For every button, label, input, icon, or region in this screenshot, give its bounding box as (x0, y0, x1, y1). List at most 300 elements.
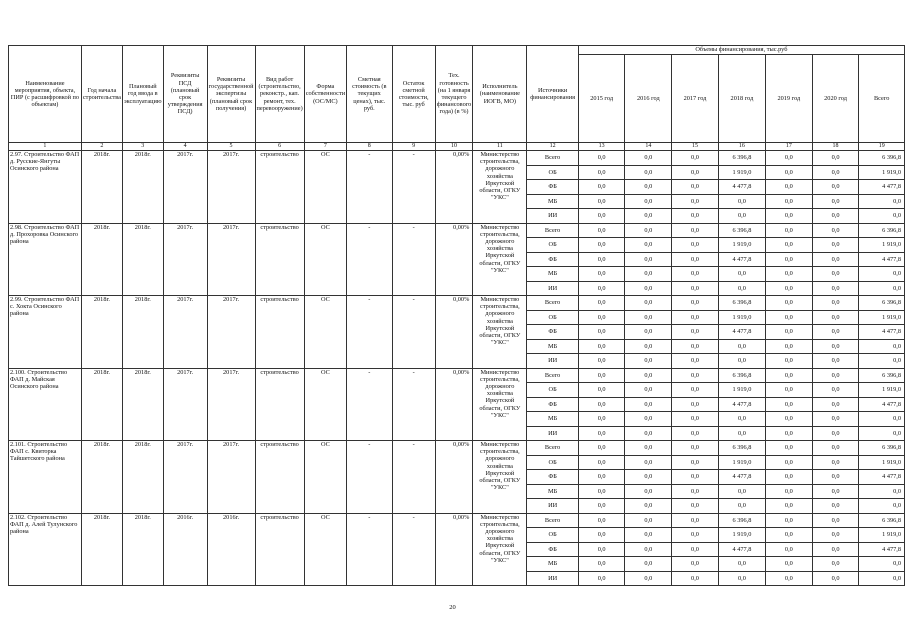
column-number: 4 (163, 143, 207, 151)
funding-value: 0,0 (766, 470, 813, 485)
funding-value: 0,0 (718, 281, 765, 296)
funding-value: 0,0 (812, 194, 859, 209)
funding-value: 0,0 (812, 383, 859, 398)
funding-total: 4 477,8 (859, 397, 905, 412)
page-number: 20 (449, 604, 456, 611)
executor: Министерство строительства, дорожного хозяйства Иркутской области, ОГКУ "УКС" (473, 441, 527, 514)
funding-value: 0,0 (766, 296, 813, 311)
funding-value: 0,0 (766, 499, 813, 514)
funding-value: 0,0 (672, 325, 719, 340)
object-block (9, 441, 905, 514)
estimated-cost: - (347, 296, 392, 369)
funding-total: 0,0 (859, 339, 905, 354)
funding-value: 1 919,0 (718, 528, 765, 543)
funding-value: 0,0 (672, 397, 719, 412)
funding-source: ИИ (527, 354, 578, 369)
funding-value: 4 477,8 (718, 180, 765, 195)
psd-year: 2017г. (163, 441, 207, 514)
funding-value: 0,0 (718, 484, 765, 499)
start-year: 2018г. (81, 151, 122, 224)
funding-source: МБ (527, 484, 578, 499)
readiness: 0,00% (435, 441, 473, 514)
table-row (9, 151, 905, 166)
funding-value: 0,0 (766, 484, 813, 499)
funding-value: 0,0 (578, 484, 625, 499)
commission-year: 2018г. (122, 296, 163, 369)
funding-total: 1 919,0 (859, 455, 905, 470)
funding-value: 0,0 (812, 339, 859, 354)
funding-value: 0,0 (672, 455, 719, 470)
funding-value: 0,0 (672, 528, 719, 543)
funding-value: 1 919,0 (718, 310, 765, 325)
funding-value: 0,0 (672, 470, 719, 485)
column-number: 5 (207, 143, 255, 151)
funding-value: 0,0 (672, 484, 719, 499)
work-type: строительство (255, 441, 304, 514)
column-number: 16 (718, 143, 765, 151)
funding-value: 0,0 (766, 180, 813, 195)
funding-value: 0,0 (625, 267, 672, 282)
funding-value: 0,0 (625, 165, 672, 180)
object-block (9, 223, 905, 296)
funding-total: 6 396,8 (859, 151, 905, 166)
funding-total: 6 396,8 (859, 368, 905, 383)
funding-value: 0,0 (812, 426, 859, 441)
header-year: 2016 год (625, 55, 672, 143)
header-name: Наименование мероприятия, объекта, ПИР (с расшифровкой по объектам) (9, 46, 82, 143)
funding-source: Всего (527, 223, 578, 238)
funding-value: 0,0 (625, 310, 672, 325)
readiness: 0,00% (435, 513, 473, 586)
header-cost-remainder: Остаток сметной стоимости, тыс. руб (392, 46, 435, 143)
funding-value: 0,0 (812, 542, 859, 557)
funding-value: 0,0 (812, 513, 859, 528)
funding-value: 0,0 (672, 368, 719, 383)
header-executor: Исполнитель (наименование ИОГВ, МО) (473, 46, 527, 143)
funding-value: 0,0 (578, 310, 625, 325)
funding-value: 0,0 (672, 557, 719, 572)
readiness: 0,00% (435, 223, 473, 296)
funding-total: 4 477,8 (859, 542, 905, 557)
funding-value: 0,0 (672, 499, 719, 514)
funding-value: 0,0 (672, 339, 719, 354)
funding-total: 4 477,8 (859, 180, 905, 195)
funding-value: 0,0 (625, 557, 672, 572)
header-ownership: Форма собственности (ОС/МС) (304, 46, 346, 143)
funding-source: ФБ (527, 252, 578, 267)
expertise-year: 2016г. (207, 513, 255, 586)
column-number: 18 (812, 143, 859, 151)
estimated-cost: - (347, 223, 392, 296)
funding-value: 6 396,8 (718, 368, 765, 383)
ownership: ОС (304, 368, 346, 441)
commission-year: 2018г. (122, 513, 163, 586)
work-type: строительство (255, 151, 304, 224)
estimated-cost: - (347, 441, 392, 514)
funding-value: 0,0 (718, 194, 765, 209)
column-number: 3 (122, 143, 163, 151)
funding-value: 0,0 (812, 470, 859, 485)
funding-value: 0,0 (766, 571, 813, 586)
funding-value: 6 396,8 (718, 513, 765, 528)
funding-value: 0,0 (766, 441, 813, 456)
funding-value: 0,0 (812, 455, 859, 470)
column-number: 19 (859, 143, 905, 151)
funding-source: МБ (527, 412, 578, 427)
psd-year: 2017г. (163, 368, 207, 441)
funding-value: 0,0 (812, 325, 859, 340)
funding-value: 0,0 (578, 397, 625, 412)
funding-value: 0,0 (766, 310, 813, 325)
funding-source: Всего (527, 151, 578, 166)
expertise-year: 2017г. (207, 441, 255, 514)
funding-value: 0,0 (766, 339, 813, 354)
funding-value: 0,0 (578, 325, 625, 340)
column-number: 1 (9, 143, 82, 151)
funding-value: 0,0 (812, 412, 859, 427)
executor: Министерство строительства, дорожного хозяйства Иркутской области, ОГКУ "УКС" (473, 513, 527, 586)
funding-value: 0,0 (766, 325, 813, 340)
funding-source: ИИ (527, 499, 578, 514)
funding-value: 0,0 (625, 571, 672, 586)
funding-value: 0,0 (672, 238, 719, 253)
funding-total: 0,0 (859, 557, 905, 572)
funding-value: 0,0 (578, 281, 625, 296)
funding-total: 4 477,8 (859, 325, 905, 340)
funding-total: 0,0 (859, 571, 905, 586)
funding-value: 0,0 (625, 151, 672, 166)
object-block (9, 513, 905, 586)
object-name: 2.100. Строительство ФАП д. Майская Осинского района (9, 368, 82, 441)
funding-value: 0,0 (766, 528, 813, 543)
funding-value: 0,0 (578, 180, 625, 195)
funding-value: 0,0 (578, 209, 625, 224)
funding-value: 0,0 (766, 252, 813, 267)
funding-value: 0,0 (672, 194, 719, 209)
funding-source: ИИ (527, 426, 578, 441)
funding-total: 6 396,8 (859, 513, 905, 528)
funding-total: 0,0 (859, 499, 905, 514)
psd-year: 2016г. (163, 513, 207, 586)
funding-value: 4 477,8 (718, 325, 765, 340)
object-block (9, 368, 905, 441)
header-year: 2019 год (766, 55, 813, 143)
funding-value: 0,0 (672, 151, 719, 166)
funding-value: 0,0 (672, 383, 719, 398)
funding-value: 0,0 (625, 484, 672, 499)
funding-source: ОБ (527, 455, 578, 470)
funding-value: 0,0 (766, 513, 813, 528)
funding-value: 0,0 (766, 455, 813, 470)
funding-value: 0,0 (766, 267, 813, 282)
funding-value: 0,0 (578, 557, 625, 572)
funding-value: 0,0 (718, 499, 765, 514)
column-number: 2 (81, 143, 122, 151)
funding-value: 0,0 (766, 238, 813, 253)
expertise-year: 2017г. (207, 151, 255, 224)
funding-value: 1 919,0 (718, 383, 765, 398)
funding-value: 0,0 (578, 354, 625, 369)
column-number: 11 (473, 143, 527, 151)
cost-remainder: - (392, 296, 435, 369)
psd-year: 2017г. (163, 151, 207, 224)
funding-source: ФБ (527, 397, 578, 412)
funding-total: 0,0 (859, 426, 905, 441)
funding-value: 0,0 (672, 441, 719, 456)
funding-value: 0,0 (672, 223, 719, 238)
funding-value: 0,0 (625, 426, 672, 441)
estimated-cost: - (347, 368, 392, 441)
cost-remainder: - (392, 368, 435, 441)
estimated-cost: - (347, 513, 392, 586)
funding-value: 0,0 (812, 180, 859, 195)
expertise-year: 2017г. (207, 223, 255, 296)
funding-value: 0,0 (625, 383, 672, 398)
executor: Министерство строительства, дорожного хозяйства Иркутской области, ОГКУ "УКС" (473, 223, 527, 296)
column-number: 10 (435, 143, 473, 151)
funding-value: 0,0 (812, 296, 859, 311)
funding-value: 0,0 (625, 252, 672, 267)
funding-value: 0,0 (812, 281, 859, 296)
column-number: 17 (766, 143, 813, 151)
funding-total: 6 396,8 (859, 296, 905, 311)
readiness: 0,00% (435, 151, 473, 224)
funding-value: 6 396,8 (718, 296, 765, 311)
funding-value: 0,0 (625, 281, 672, 296)
funding-source: ОБ (527, 528, 578, 543)
ownership: ОС (304, 223, 346, 296)
funding-value: 1 919,0 (718, 455, 765, 470)
work-type: строительство (255, 223, 304, 296)
funding-value: 0,0 (766, 426, 813, 441)
funding-source: Всего (527, 441, 578, 456)
funding-value: 0,0 (625, 542, 672, 557)
funding-value: 0,0 (578, 252, 625, 267)
column-number: 9 (392, 143, 435, 151)
funding-source: Всего (527, 368, 578, 383)
header-expertise: Реквизиты государственной экспертизы (плановый срок получения) (207, 46, 255, 143)
funding-value: 0,0 (625, 180, 672, 195)
funding-total: 0,0 (859, 281, 905, 296)
cost-remainder: - (392, 151, 435, 224)
funding-value: 0,0 (812, 368, 859, 383)
header-total: Всего (859, 55, 905, 143)
funding-value: 0,0 (812, 310, 859, 325)
funding-source: ФБ (527, 542, 578, 557)
funding-value: 0,0 (625, 397, 672, 412)
header-estimated-cost: Сметная стоимость (в текущих ценах), тыс. руб. (347, 46, 392, 143)
object-name: 2.98. Строительство ФАП д. Прохоровка Осинского района (9, 223, 82, 296)
funding-value: 0,0 (812, 354, 859, 369)
ownership: ОС (304, 513, 346, 586)
table-row (9, 368, 905, 383)
funding-source: ФБ (527, 325, 578, 340)
funding-total: 0,0 (859, 267, 905, 282)
expertise-year: 2017г. (207, 296, 255, 369)
funding-total: 0,0 (859, 412, 905, 427)
column-number: 13 (578, 143, 625, 151)
funding-value: 0,0 (718, 571, 765, 586)
header-year: 2017 год (672, 55, 719, 143)
funding-value: 0,0 (812, 571, 859, 586)
funding-value: 4 477,8 (718, 470, 765, 485)
funding-value: 0,0 (718, 354, 765, 369)
funding-value: 0,0 (812, 484, 859, 499)
funding-value: 0,0 (766, 151, 813, 166)
commission-year: 2018г. (122, 223, 163, 296)
start-year: 2018г. (81, 223, 122, 296)
funding-value: 0,0 (578, 470, 625, 485)
ownership: ОС (304, 151, 346, 224)
cost-remainder: - (392, 441, 435, 514)
header-psd: Реквизиты ПСД (плановый срок утверждения ПСД) (163, 46, 207, 143)
funding-value: 0,0 (812, 397, 859, 412)
funding-value: 0,0 (812, 441, 859, 456)
ownership: ОС (304, 441, 346, 514)
funding-value: 0,0 (718, 209, 765, 224)
funding-value: 0,0 (766, 165, 813, 180)
start-year: 2018г. (81, 296, 122, 369)
work-type: строительство (255, 296, 304, 369)
funding-value: 0,0 (812, 267, 859, 282)
psd-year: 2017г. (163, 296, 207, 369)
commission-year: 2018г. (122, 151, 163, 224)
funding-value: 0,0 (812, 223, 859, 238)
cost-remainder: - (392, 223, 435, 296)
funding-value: 0,0 (718, 339, 765, 354)
funding-value: 0,0 (812, 209, 859, 224)
funding-value: 0,0 (766, 383, 813, 398)
funding-value: 0,0 (672, 426, 719, 441)
funding-value: 0,0 (672, 267, 719, 282)
funding-source: ИИ (527, 281, 578, 296)
funding-value: 0,0 (625, 296, 672, 311)
funding-value: 0,0 (625, 339, 672, 354)
funding-value: 0,0 (578, 513, 625, 528)
funding-value: 0,0 (766, 557, 813, 572)
cost-remainder: - (392, 513, 435, 586)
funding-total: 1 919,0 (859, 528, 905, 543)
funding-source: ОБ (527, 383, 578, 398)
object-block (9, 296, 905, 369)
funding-value: 0,0 (625, 528, 672, 543)
funding-value: 0,0 (766, 281, 813, 296)
estimated-cost: - (347, 151, 392, 224)
funding-value: 0,0 (812, 165, 859, 180)
funding-value: 0,0 (812, 528, 859, 543)
column-number: 15 (672, 143, 719, 151)
funding-total: 1 919,0 (859, 383, 905, 398)
funding-value: 0,0 (718, 557, 765, 572)
funding-value: 0,0 (766, 209, 813, 224)
header-readiness: Тех. готовность (на 1 января текущего финансового года) (в %) (435, 46, 473, 143)
funding-source: МБ (527, 339, 578, 354)
funding-value: 0,0 (812, 557, 859, 572)
work-type: строительство (255, 513, 304, 586)
funding-value: 0,0 (672, 412, 719, 427)
funding-value: 0,0 (625, 499, 672, 514)
funding-value: 1 919,0 (718, 238, 765, 253)
funding-value: 1 919,0 (718, 165, 765, 180)
funding-value: 0,0 (766, 354, 813, 369)
funding-value: 0,0 (672, 310, 719, 325)
object-name: 2.99. Строительство ФАП с. Хокта Осинского района (9, 296, 82, 369)
funding-total: 0,0 (859, 194, 905, 209)
funding-total: 0,0 (859, 354, 905, 369)
column-number: 6 (255, 143, 304, 151)
column-number: 14 (625, 143, 672, 151)
funding-value: 0,0 (625, 209, 672, 224)
funding-value: 0,0 (625, 194, 672, 209)
funding-total: 4 477,8 (859, 252, 905, 267)
start-year: 2018г. (81, 441, 122, 514)
funding-value: 0,0 (578, 412, 625, 427)
funding-value: 0,0 (672, 165, 719, 180)
funding-total: 0,0 (859, 209, 905, 224)
header-year: 2015 год (578, 55, 625, 143)
header-commission-year: Плановый год ввода в эксплуатацию (122, 46, 163, 143)
funding-value: 0,0 (578, 151, 625, 166)
funding-value: 0,0 (625, 223, 672, 238)
executor: Министерство строительства, дорожного хозяйства Иркутской области, ОГКУ "УКС" (473, 368, 527, 441)
readiness: 0,00% (435, 296, 473, 369)
funding-value: 0,0 (766, 368, 813, 383)
funding-value: 0,0 (672, 209, 719, 224)
start-year: 2018г. (81, 368, 122, 441)
column-numbers-row (9, 143, 905, 151)
funding-value: 0,0 (718, 267, 765, 282)
readiness: 0,00% (435, 368, 473, 441)
funding-value: 0,0 (766, 223, 813, 238)
funding-total: 1 919,0 (859, 238, 905, 253)
funding-source: ОБ (527, 238, 578, 253)
header-year: 2020 год (812, 55, 859, 143)
funding-value: 4 477,8 (718, 542, 765, 557)
funding-value: 0,0 (625, 412, 672, 427)
funding-total: 4 477,8 (859, 470, 905, 485)
funding-value: 6 396,8 (718, 223, 765, 238)
funding-value: 0,0 (625, 470, 672, 485)
table-row (9, 513, 905, 528)
funding-source: Всего (527, 513, 578, 528)
table-header (9, 46, 905, 151)
funding-total: 1 919,0 (859, 310, 905, 325)
commission-year: 2018г. (122, 441, 163, 514)
funding-value: 0,0 (625, 513, 672, 528)
funding-value: 0,0 (625, 441, 672, 456)
funding-total: 6 396,8 (859, 223, 905, 238)
funding-value: 6 396,8 (718, 151, 765, 166)
funding-value: 0,0 (578, 455, 625, 470)
funding-value: 0,0 (812, 499, 859, 514)
funding-source: МБ (527, 557, 578, 572)
funding-value: 0,0 (578, 441, 625, 456)
funding-value: 0,0 (812, 252, 859, 267)
funding-source: ИИ (527, 209, 578, 224)
funding-value: 0,0 (766, 397, 813, 412)
funding-value: 0,0 (578, 165, 625, 180)
funding-value: 0,0 (812, 151, 859, 166)
funding-total: 1 919,0 (859, 165, 905, 180)
funding-value: 0,0 (625, 368, 672, 383)
funding-value: 0,0 (625, 455, 672, 470)
column-number: 8 (347, 143, 392, 151)
funding-value: 0,0 (578, 194, 625, 209)
table-row (9, 441, 905, 456)
funding-value: 0,0 (578, 368, 625, 383)
funding-value: 0,0 (672, 542, 719, 557)
header-sources: Источники финансирования (527, 46, 578, 143)
